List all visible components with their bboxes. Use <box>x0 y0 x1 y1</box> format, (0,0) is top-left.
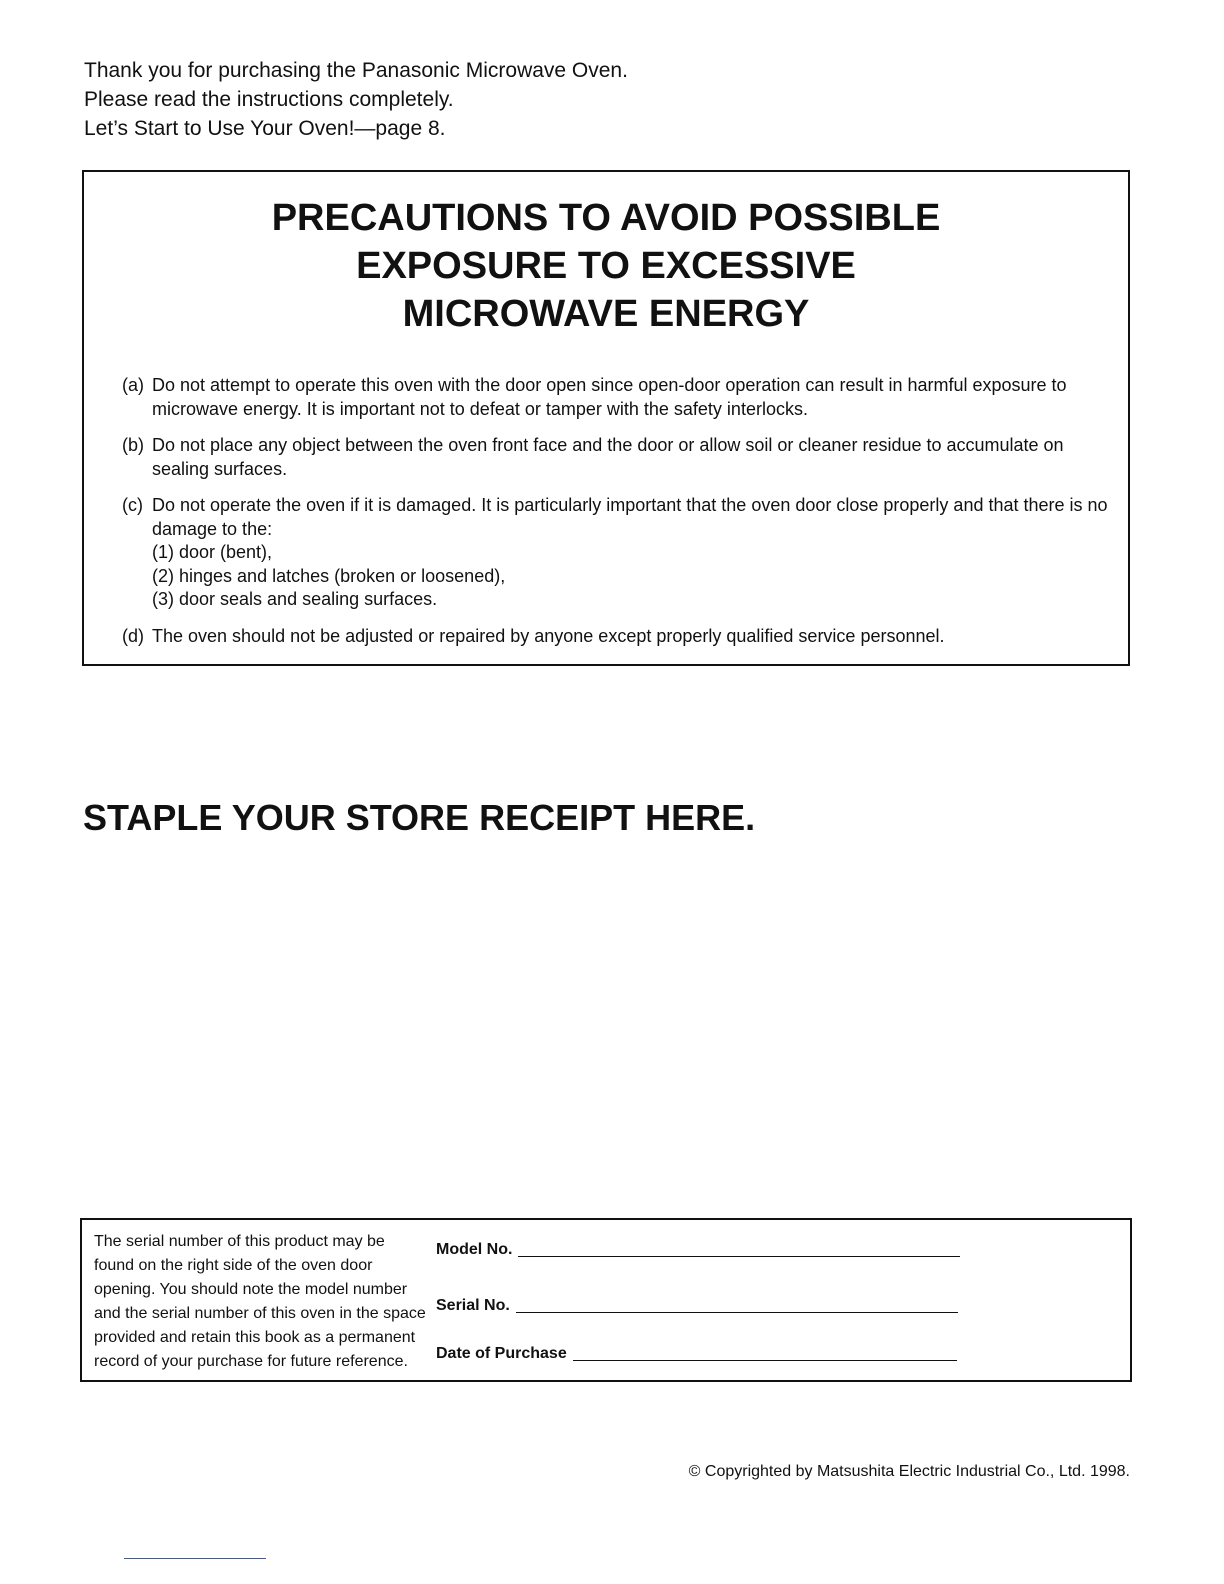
precautions-box <box>82 170 1130 666</box>
precautions-title-line-3: MICROWAVE ENERGY <box>402 293 810 335</box>
precautions-title-line-1: PRECAUTIONS TO AVOID POSSIBLE <box>271 197 941 239</box>
intro-line-start: Let’s Start to Use Your Oven!—page 8. <box>84 117 446 140</box>
note-line: opening. You should note the model number <box>94 1281 408 1298</box>
precautions-title <box>84 194 1128 338</box>
date-of-purchase-blank-line[interactable] <box>573 1360 957 1361</box>
note-line: record of your purchase for future reference. <box>94 1353 408 1370</box>
note-line: provided and retain this book as a permanent <box>94 1329 416 1346</box>
model-number-blank-line[interactable] <box>518 1256 960 1257</box>
damage-subitem-hinges: (2) hinges and latches (broken or loosened), <box>152 565 506 586</box>
precaution-item-a <box>122 374 1112 421</box>
serial-number-blank-line[interactable] <box>516 1312 958 1313</box>
note-line: found on the right side of the oven door <box>94 1257 373 1274</box>
precaution-item-d <box>122 625 1112 649</box>
serial-number-field <box>436 1294 958 1318</box>
precaution-text: Do not operate the oven if it is damaged. It is particularly important that the oven door close properly and that there is no damage to the: <box>152 495 1108 539</box>
damage-subitem-seals: (3) door seals and sealing surfaces. <box>152 589 438 609</box>
precaution-list <box>122 374 1112 661</box>
date-of-purchase-field <box>436 1342 957 1366</box>
precaution-text: Do not place any object between the oven front face and the door or allow soil or cleaner residue to accumulate on sealing surfaces. <box>152 435 1064 479</box>
model-number-field <box>436 1238 960 1262</box>
intro-line-thanks: Thank you for purchasing the Panasonic Microwave Oven. <box>84 59 628 82</box>
intro-line-read-instructions: Please read the instructions completely. <box>84 88 454 111</box>
damage-subitem-door: (1) door (bent), <box>152 542 273 562</box>
note-line: and the serial number of this oven in the space <box>94 1305 426 1322</box>
precaution-letter: (a) <box>122 375 144 395</box>
precaution-letter: (d) <box>122 625 144 646</box>
copyright-notice: © Copyrighted by Matsushita Electric Industrial Co., Ltd. 1998. <box>688 1463 1130 1480</box>
staple-receipt-heading: STAPLE YOUR STORE RECEIPT HERE. <box>83 797 756 838</box>
precautions-title-line-2: EXPOSURE TO EXCESSIVE <box>356 245 856 287</box>
date-of-purchase-label: Date of Purchase <box>436 1345 567 1362</box>
precaution-letter: (b) <box>122 435 144 455</box>
serial-number-note <box>94 1230 494 1374</box>
intro-text <box>84 56 628 143</box>
precaution-item-c <box>122 494 1112 612</box>
footer-divider <box>124 1558 266 1559</box>
precaution-text: Do not attempt to operate this oven with the door open since open-door operation can result in harmful exposure to microwave energy. It is important not to defeat or tamper with the safety interlocks. <box>152 375 1067 419</box>
model-number-label: Model No. <box>436 1241 513 1258</box>
precaution-text: The oven should not be adjusted or repaired by anyone except properly qualified service personnel. <box>152 625 945 646</box>
serial-number-label: Serial No. <box>436 1297 510 1314</box>
precaution-item-b <box>122 434 1112 481</box>
note-line: The serial number of this product may be <box>94 1233 385 1250</box>
precaution-letter: (c) <box>122 495 143 515</box>
